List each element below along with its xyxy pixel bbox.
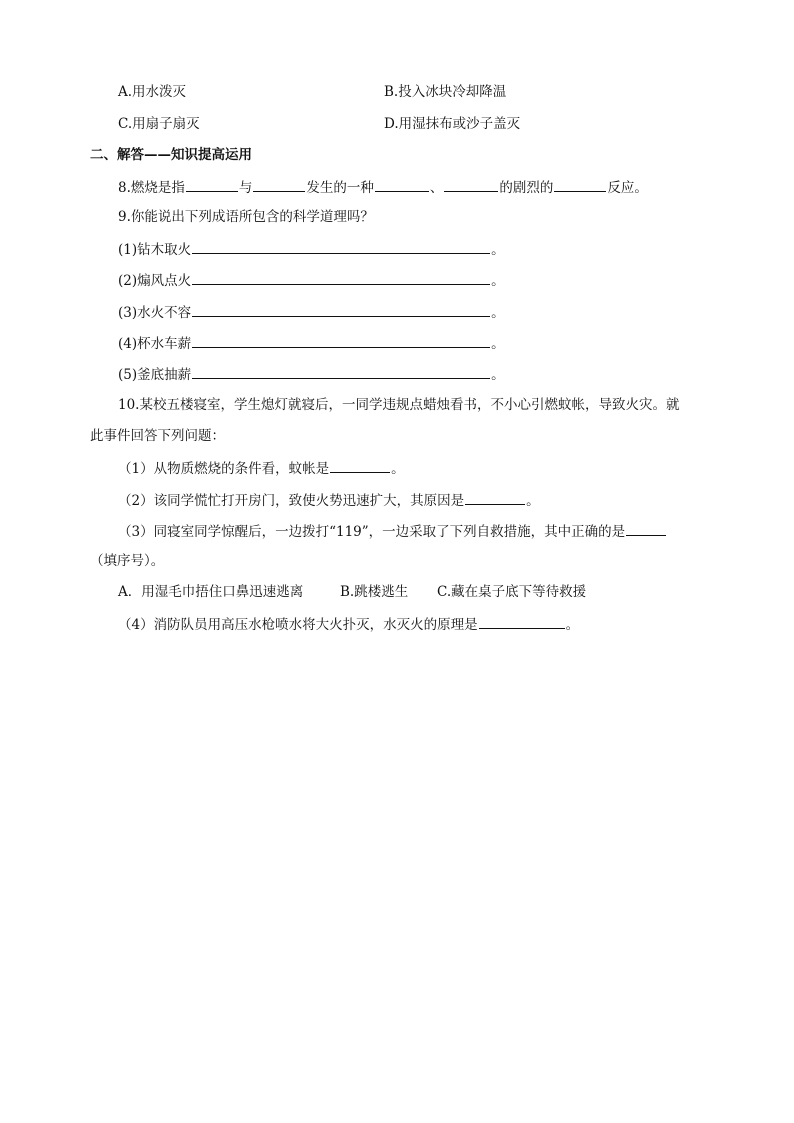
q7-option-b: B.投入冰块冷却降温 (384, 84, 507, 100)
q9-item-3 (118, 302, 505, 322)
q9-answer-blank[interactable] (192, 270, 490, 285)
q10-option-b: B.跳楼逃生 (340, 584, 409, 600)
q8-text-1: 8.燃烧是指 (118, 180, 185, 196)
q10-sub-4-blank[interactable] (479, 614, 565, 629)
q9-item-end: 。 (491, 305, 505, 321)
q9-item-label: (4)杯水车薪 (118, 336, 192, 352)
q10-sub-2-text: （2）该同学慌忙打开房门，致使火势迅速扩大，其原因是 (118, 493, 465, 509)
q9-answer-blank[interactable] (192, 333, 490, 348)
q9-answer-blank[interactable] (192, 364, 490, 379)
q10-sub-3 (118, 521, 667, 541)
q9-item-label: (2)煽风点火 (118, 273, 192, 289)
question-9-stem: 9.你能说出下列成语所包含的科学道理吗？ (118, 209, 374, 225)
q8-text-6: 反应。 (607, 180, 648, 196)
q10-sub-1-end: 。 (391, 461, 405, 477)
q9-answer-blank[interactable] (192, 302, 490, 317)
q9-item-5 (118, 364, 505, 384)
q9-item-end: 。 (491, 242, 505, 258)
q7-option-c: C.用扇子扇灭 (118, 116, 200, 132)
q10-sub-3-text: （3）同寝室同学惊醒后，一边拨打“119”，一边采取了下列自救措施，其中正确的是 (118, 524, 626, 540)
q9-item-end: 。 (491, 336, 505, 352)
q9-item-end: 。 (491, 367, 505, 383)
q10-sub-3-blank[interactable] (626, 521, 666, 536)
q10-sub-4-text: （4）消防队员用高压水枪喷水将大火扑灭，水灭火的原理是 (118, 617, 478, 633)
q9-item-end: 。 (491, 273, 505, 289)
q10-sub-1-blank[interactable] (330, 458, 390, 473)
q10-option-c: C.藏在桌子底下等待救援 (437, 584, 587, 600)
q8-text-2: 与 (238, 180, 253, 196)
q9-item-2 (118, 270, 505, 290)
q9-answer-blank[interactable] (192, 239, 490, 254)
q10-sub-2-blank[interactable] (465, 490, 525, 505)
q10-sub-3-line2: （填序号）。 (90, 553, 165, 569)
q10-sub-1 (118, 458, 405, 478)
q10-option-a: A．用湿毛巾捂住口鼻迅速逃离 (118, 584, 304, 600)
question-8 (118, 177, 648, 197)
q8-text-5: 的剧烈的 (499, 180, 554, 196)
q8-blank-3[interactable] (375, 177, 429, 192)
q8-blank-4[interactable] (444, 177, 498, 192)
q7-option-d: D.用湿抹布或沙子盖灭 (384, 116, 521, 132)
q9-item-1 (118, 239, 505, 259)
q10-sub-2-end: 。 (526, 493, 540, 509)
q8-blank-5[interactable] (554, 177, 606, 192)
q8-blank-2[interactable] (253, 177, 305, 192)
q10-sub-4 (118, 614, 579, 634)
q7-option-a: A.用水泼灭 (118, 84, 187, 100)
section-heading: 二、解答——知识提高运用 (90, 147, 252, 163)
q10-sub-4-end: 。 (565, 617, 580, 633)
q8-text-3: 发生的一种 (306, 180, 374, 196)
q8-blank-1[interactable] (186, 177, 238, 192)
question-10-stem-line1: 10.某校五楼寝室，学生熄灯就寝后，一同学违规点蜡烛看书，不小心引燃蚊帐，导致火灾。就 (118, 397, 680, 413)
q8-text-4: 、 (429, 180, 444, 196)
q9-item-label: (3)水火不容 (118, 305, 192, 321)
q10-sub-1-text: （1）从物质燃烧的条件看，蚊帐是 (118, 461, 330, 477)
q9-item-label: (5)釜底抽薪 (118, 367, 192, 383)
q9-item-label: (1)钻木取火 (118, 242, 192, 258)
q9-item-4 (118, 333, 505, 353)
q10-sub-2 (118, 490, 540, 510)
question-10-stem-line2: 此事件回答下列问题： (90, 428, 225, 444)
